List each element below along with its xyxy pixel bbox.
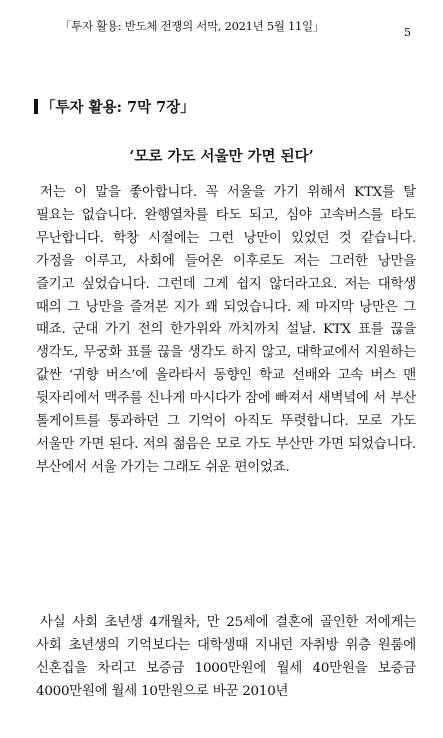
body-paragraph: 사실 사회 초년생 4개월차, 만 25세에 결혼에 골인한 저에게는 사회 초년생의 기억보다는 대학생때 지내던 자취방 위층 원룸에 신혼집을 차리고 보증금 1000만원에 월세 40만원을 보증금 4000만원에 월세 10만원으로 바꾼 2010년 — [36, 615, 416, 699]
page-header — [0, 18, 443, 38]
article-title: ‘모로 가도 서울만 가면 된다’ — [129, 148, 314, 165]
running-header: 「투자 활용: 반도체 전쟁의 서막, 2021년 5월 11일」 — [60, 19, 325, 33]
section-heading-text: 「투자 활용: 7막 7장」 — [41, 99, 195, 116]
section-marker — [34, 99, 38, 114]
page-number: 5 — [404, 26, 411, 39]
body-paragraph: 저는 이 말을 좋아합니다. 꼭 서울을 가기 위해서 KTX를 탈 필요는 없습니다. 완행열차를 타도 되고, 심야 고속버스를 타도 무난합니다. 학창 시절에는 그런 낭만이 있었던 것 같습니다. 가정을 이루고, 사회에 들어온 이후로도 저는 그러한 낭만을 즐기고 싶었습니다. 그런데 그게 쉽지 않더라고요. 저는 대학생 때의 그 낭만을 즐겨본 지가 꽤 되었습니다. 제 마지막 낭만은 그 때죠. 군대 가기 전의 한가위와 까치까치 설날. KTX 표를 끊을 생각도, 무궁화 표를 끊을 생각도 하지 않고, 대학교에서 지원하는 값싼 ‘귀향 버스’에 올라타서 동향인 학교 선배와 고속 버스 맨 뒷자리에서 맥주를 신나게 마시다가 잠에 빠져서 새벽녘에 서 부산 톨게이트를 통과하던 그 기억이 아직도 뚜렷합니다. 모로 가도 서울만 가면 된다. 저의 젊음은 모로 가도 부산만 가면 되었습니다. 부산에서 서울 가기는 그래도 쉬운 편이었죠. — [36, 185, 416, 475]
section-heading — [34, 96, 195, 117]
